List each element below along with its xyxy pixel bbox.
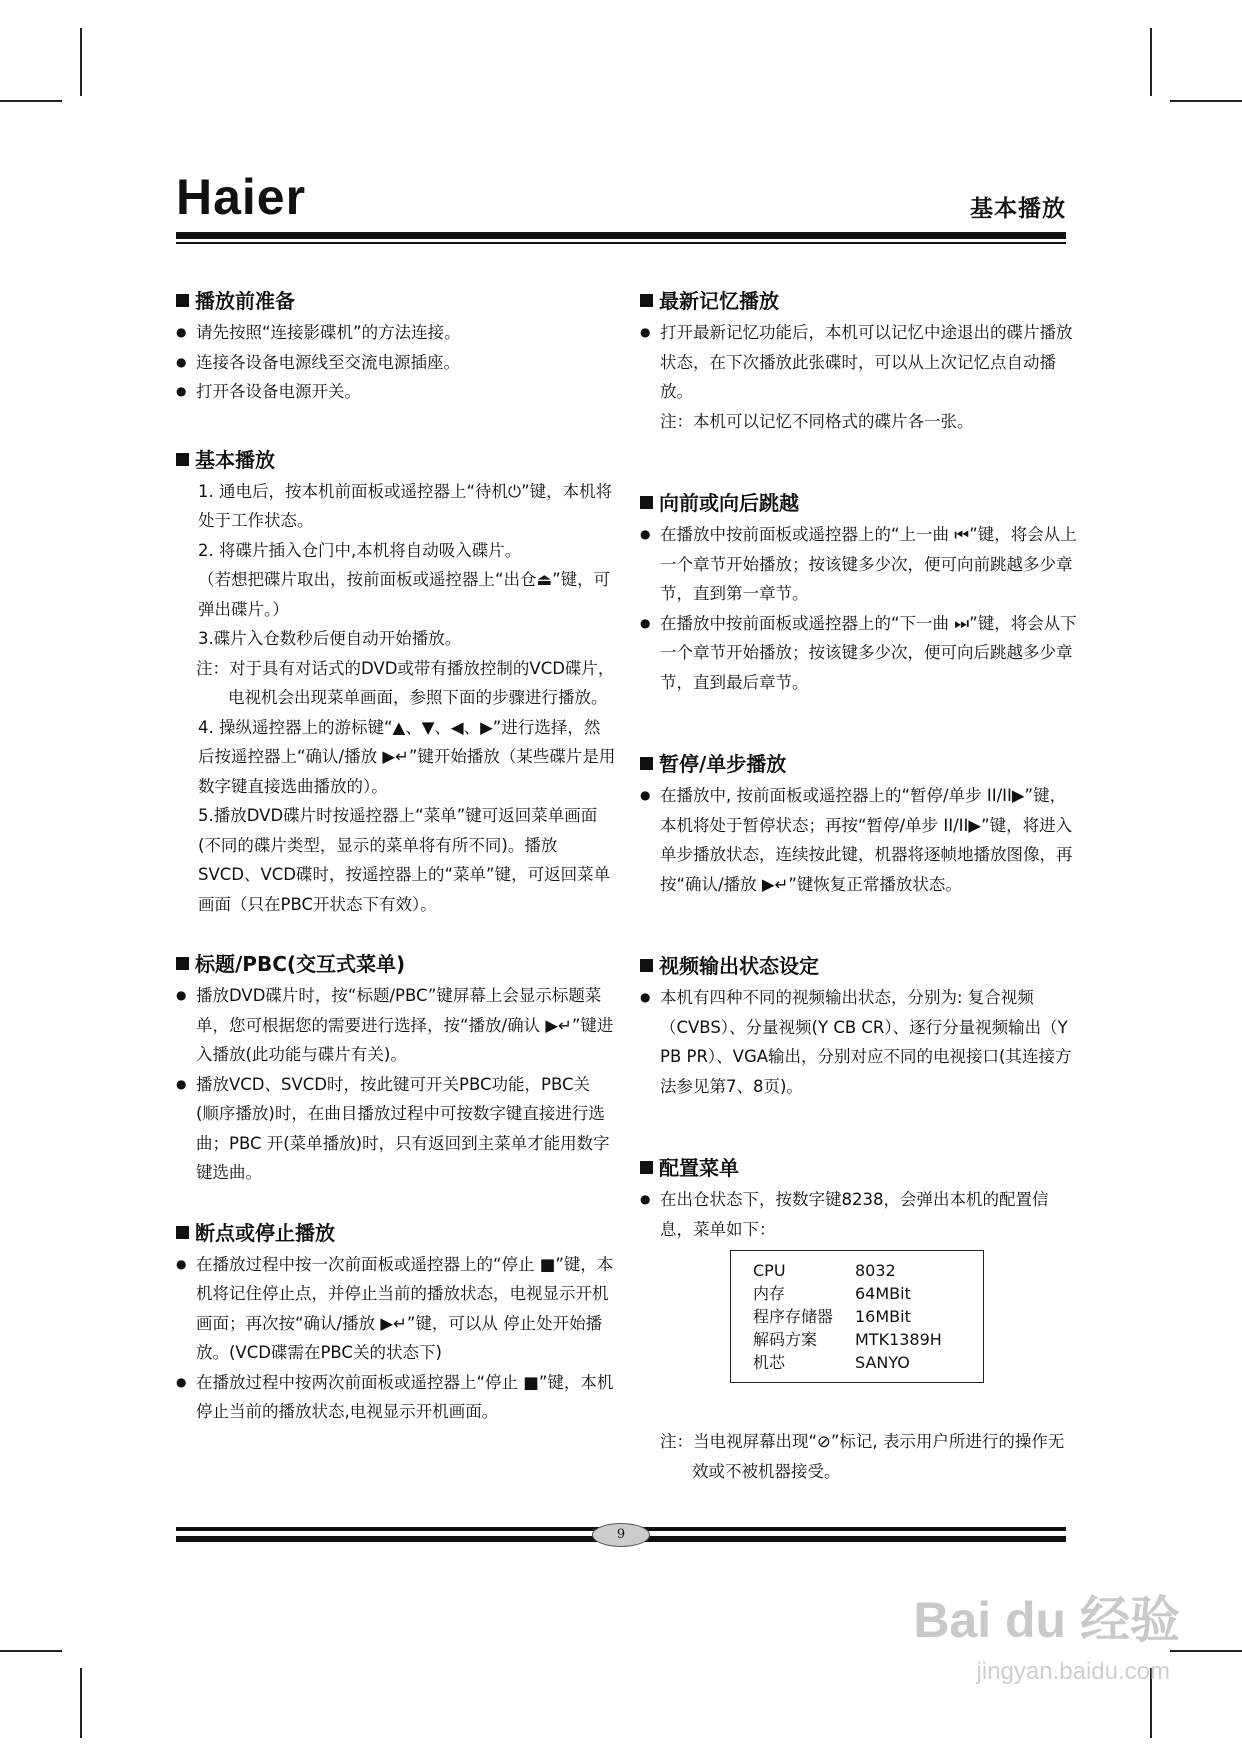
square-bullet-icon: [176, 957, 189, 970]
paragraph: 1. 通电后，按本机前面板或遥控器上“待机⏻”键，本机将处于工作状态。: [198, 481, 613, 530]
config-row: [753, 1305, 983, 1328]
square-bullet-icon: [640, 757, 653, 770]
section: [640, 749, 1080, 899]
section-heading: [176, 949, 616, 979]
section: [176, 949, 616, 1188]
section-heading: [640, 1153, 1080, 1183]
header-rule-thick: [176, 232, 1066, 239]
section-heading-text: 播放前准备: [195, 289, 295, 313]
brand-logo: Haier: [176, 169, 307, 225]
paragraph: 注：对于具有对话式的DVD或带有播放控制的VCD碟片，电视机会出现菜单画面，参照下面的步骤进行播放。: [196, 658, 615, 707]
crop-mark: [0, 100, 62, 102]
crop-mark: [1170, 1650, 1242, 1652]
square-bullet-icon: [640, 1161, 653, 1174]
section-heading-text: 视频输出状态设定: [659, 954, 819, 978]
config-row: [753, 1282, 983, 1305]
square-bullet-icon: [176, 453, 189, 466]
crop-mark: [1170, 100, 1242, 102]
config-key: 内存: [753, 1284, 786, 1303]
bullet-item: ● 在播放中按前面板或遥控器上的“上一曲 ⏮”键，将会从上一个章节开始播放；按该键多少次，便可向前跳越多少章节，直到第一章节。: [640, 520, 1080, 609]
section: [640, 1153, 1080, 1486]
bullet-item: ● 播放DVD碟片时，按“标题/PBC”键屏幕上会显示标题菜单，您可根据您的需要进行选择，按“播放/确认 ▶↵”键进入播放(此功能与碟片有关)。: [176, 981, 616, 1070]
config-value: 8032: [855, 1261, 896, 1280]
section-heading: [640, 488, 1080, 518]
bullet-item: ● 在播放中按前面板或遥控器上的“下一曲 ⏭”键，将会从下一个章节开始播放；按该键多少次，便可向后跳越多少章节，直到最后章节。: [640, 609, 1080, 698]
config-value: SANYO: [855, 1353, 910, 1372]
section-heading-text: 最新记忆播放: [659, 289, 779, 313]
section-heading: [640, 749, 1080, 779]
final-note: 注：当电视屏幕出现“⊘”标记, 表示用户所进行的操作无效或不被机器接受。: [660, 1432, 1065, 1481]
watermark-logo: Bai du 经验: [913, 1592, 1180, 1648]
bullet-item: ● 本机有四种不同的视频输出状态，分别为: 复合视频（CVBS）、分量视频(Y CB CR）、逐行分量视频输出（Y PB PR）、VGA输出，分别对应不同的电视接口(其连接方法参见第7、8页)。: [640, 983, 1080, 1101]
bullet-item: ● 打开最新记忆功能后，本机可以记忆中途退出的碟片播放状态，在下次播放此张碟时，可以从上次记忆点自动播放。: [640, 318, 1080, 407]
section-heading: [176, 445, 616, 475]
config-key: 程序存储器: [753, 1307, 834, 1326]
section-heading: [640, 286, 1080, 316]
page-section-title: 基本播放: [970, 196, 1066, 222]
bullet-item: ● 连接各设备电源线至交流电源插座。: [176, 348, 616, 378]
config-row: [753, 1351, 983, 1374]
paragraph: 3.碟片入仓数秒后便自动开始播放。: [198, 629, 462, 648]
paragraph: （若想把碟片取出，按前面板或遥控器上“出仓⏏”键，可弹出碟片。）: [198, 570, 611, 619]
section: [176, 286, 616, 407]
page-number: 9: [592, 1523, 650, 1547]
section-heading-text: 标题/PBC(交互式菜单): [195, 952, 406, 976]
crop-mark: [80, 28, 82, 96]
bullet-item: ● 打开各设备电源开关。: [176, 377, 616, 407]
section-heading-text: 向前或向后跳越: [659, 491, 799, 515]
config-row: [753, 1328, 983, 1351]
section: [640, 286, 1080, 436]
section-heading-text: 配置菜单: [659, 1156, 739, 1180]
config-row: [753, 1259, 983, 1282]
section-heading: [176, 286, 616, 316]
paragraph: 注：本机可以记忆不同格式的碟片各一张。: [660, 411, 974, 431]
watermark-url: jingyan.baidu.com: [976, 1658, 1170, 1685]
left-column: [176, 286, 616, 1427]
paragraph: 4. 操纵遥控器上的游标键“▲、▼、◀、▶”进行选择，然后按遥控器上“确认/播放 ▶↵”键开始播放（某些碟片是用数字键直接选曲播放的）。: [198, 717, 616, 796]
config-key: CPU: [753, 1261, 786, 1280]
bullet-item: ● 在播放过程中按一次前面板或遥控器上的“停止 ■”键，本机将记住停止点，并停止当前的播放状态，电视显示开机画面；再次按“确认/播放 ▶↵”键，可以从 停止处开始播放。(VCD碟需在PBC关的状态下): [176, 1250, 616, 1368]
section: [640, 951, 1080, 1101]
right-column: [640, 286, 1080, 1486]
config-key: 解码方案: [753, 1330, 818, 1349]
section-heading-text: 暂停/单步播放: [659, 752, 787, 776]
section: [176, 1218, 616, 1427]
section-heading-text: 基本播放: [195, 447, 275, 472]
bullet-item: ● 请先按照“连接影碟机”的方法连接。: [176, 318, 616, 348]
bullet-item: ● 在播放过程中按两次前面板或遥控器上“停止 ■”键，本机停止当前的播放状态,电视显示开机画面。: [176, 1368, 616, 1427]
square-bullet-icon: [176, 294, 189, 307]
section-heading: [640, 951, 1080, 981]
square-bullet-icon: [640, 496, 653, 509]
section-heading-text: 断点或停止播放: [195, 1220, 335, 1245]
square-bullet-icon: [640, 959, 653, 972]
section-heading: [176, 1218, 616, 1248]
paragraph: 2. 将碟片插入仓门中,本机将自动吸入碟片。: [198, 540, 522, 560]
config-table: [730, 1250, 984, 1383]
crop-mark: [0, 1650, 62, 1652]
bullet-item: ● 在播放中, 按前面板或遥控器上的“暂停/单步 II/II▶”键，本机将处于暂停状态；再按“暂停/单步 II/II▶”键，将进入单步播放状态，连续按此键，机器将逐帧地播放图像，再按“确认/播放 ▶↵”键恢复正常播放状态。: [640, 781, 1080, 899]
config-key: 机芯: [753, 1353, 786, 1372]
square-bullet-icon: [640, 294, 653, 307]
section: [176, 445, 616, 920]
paragraph: 5.播放DVD碟片时按遥控器上“菜单”键可返回菜单画面(不同的碟片类型，显示的菜单将有所不同)。播放SVCD、VCD碟时，按遥控器上的“菜单”键，可返回菜单画面（只在PBC开状态下有效）。: [198, 806, 611, 914]
config-value: 16MBit: [855, 1307, 911, 1326]
bullet-item: ● 在出仓状态下，按数字键8238，会弹出本机的配置信息，菜单如下：: [640, 1185, 1080, 1244]
bullet-item: ● 播放VCD、SVCD时，按此键可开关PBC功能，PBC关 (顺序播放)时，在曲目播放过程中可按数字键直接进行选曲；PBC 开(菜单播放)时，只有返回到主菜单才能用数字键选曲。: [176, 1070, 616, 1188]
crop-mark: [1150, 28, 1152, 96]
section: [640, 488, 1080, 697]
config-value: MTK1389H: [855, 1330, 942, 1349]
config-value: 64MBit: [855, 1284, 911, 1303]
square-bullet-icon: [176, 1226, 189, 1239]
crop-mark: [80, 1668, 82, 1738]
header-rule-thin: [176, 242, 1066, 244]
